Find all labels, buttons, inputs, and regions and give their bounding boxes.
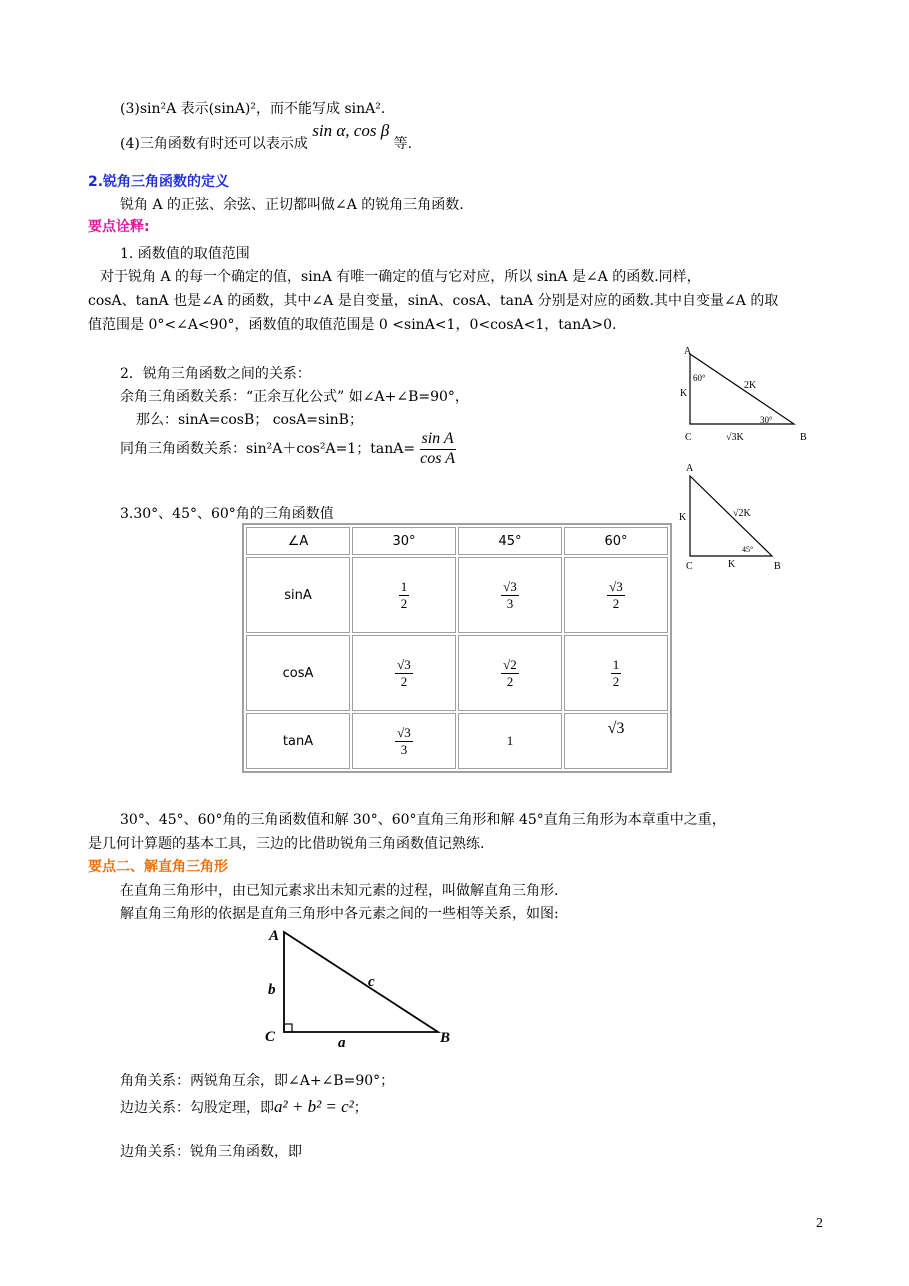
tri1-label-b: B — [800, 432, 807, 443]
section-2-heading: 2.锐角三角函数的定义 — [88, 174, 230, 190]
relation-side — [120, 1097, 368, 1117]
sin60-value: $\frac{√3}{2}$ — [609, 578, 623, 611]
note-item-4 — [120, 121, 413, 153]
summary-line1: 30°、45°、60°角的三角函数值和解 30°、60°直角三角形和解 45°直角三角形为本章重中之重， — [120, 812, 726, 828]
key-points-heading: 要点诠释: — [88, 219, 150, 235]
tri3-label-c: C — [265, 1029, 276, 1045]
row-label: sinA — [246, 557, 350, 633]
tri1-label-c: C — [685, 432, 692, 443]
special-angle-table — [242, 523, 672, 773]
page-number: 2 — [816, 1216, 823, 1231]
tri3-label-a: A — [269, 928, 280, 944]
table-header-30: 30° — [352, 527, 456, 555]
sin45-value: $\frac{√3}{3}$ — [503, 578, 517, 611]
tri2-label-c: C — [686, 561, 693, 572]
table-header-angle: ∠A — [246, 527, 350, 555]
cos45-value: $\frac{√2}{2}$ — [503, 656, 517, 689]
section-two-p1: 在直角三角形中，由已知元素求出未知元素的过程，叫做解直角三角形. — [120, 883, 559, 899]
subheading-range: 1. 函数值的取值范围 — [120, 246, 250, 262]
tri3-label-b: B — [440, 1030, 451, 1046]
tri2-side-ac: K — [679, 512, 687, 523]
table-row-sin — [246, 557, 668, 633]
para-range-line2: cosA、tanA 也是∠A 的函数，其中∠A 是自变量，sinA、cosA、tanA 分别是对应的函数.其中自变量∠A 的取 — [88, 293, 779, 309]
tan45-value: 1 — [458, 713, 562, 769]
relation-side-suffix: ； — [353, 1100, 368, 1116]
tri3-side-c: c — [368, 974, 375, 990]
cofunction-then: 那么：sinA=cosB； cosA=sinB； — [136, 412, 363, 428]
tri1-angle-b: 30° — [760, 415, 773, 425]
tri1-label-a: A — [684, 346, 692, 357]
same-angle-prefix: 同角三角函数关系：sin²A＋cos²A=1；tanA= — [120, 441, 416, 458]
table-header-60: 60° — [564, 527, 668, 555]
tri2-label-b: B — [774, 561, 781, 572]
tan-denominator: cos A — [420, 449, 455, 467]
tri3-side-a: a — [338, 1035, 346, 1051]
table-row-cos — [246, 635, 668, 711]
note-item-4-math: sin α, cos β — [312, 121, 390, 140]
para-range-line3: 值范围是 0°<∠A<90°，函数值的取值范围是 0 <sinA<1，0<cosA<1，tanA>0. — [88, 317, 617, 333]
note-item-4-suffix: 等. — [393, 136, 413, 152]
subheading-special-values: 3.30°、45°、60°角的三角函数值 — [120, 506, 334, 522]
relation-side-angle: 边角关系：锐角三角函数，即 — [120, 1144, 302, 1160]
tan60-value: √3 — [564, 713, 668, 769]
tan30-value: $\frac{√3}{3}$ — [397, 724, 411, 757]
subheading-relations: 2．锐角三角函数之间的关系： — [120, 366, 311, 382]
para-range-line1: 对于锐角 A 的每一个确定的值，sinA 有唯一确定的值与它对应，所以 sinA 是∠A 的函数.同样， — [100, 269, 701, 285]
tri1-angle-a: 60° — [693, 373, 706, 383]
table-header-45: 45° — [458, 527, 562, 555]
section-two-heading: 要点二、解直角三角形 — [88, 859, 228, 875]
row-label: cosA — [246, 635, 350, 711]
tri1-side-ab: 2K — [744, 380, 757, 391]
note-item-4-prefix: (4)三角函数有时还可以表示成 — [120, 136, 308, 152]
relation-side-prefix: 边边关系：勾股定理，即 — [120, 1100, 274, 1116]
tan-numerator: sin A — [420, 431, 456, 450]
note-item-3: (3)sin²A 表示(sinA)²，而不能写成 sinA². — [120, 101, 386, 117]
tri2-side-cb: K — [728, 559, 736, 570]
relation-angle: 角角关系：两锐角互余，即∠A+∠B=90°； — [120, 1073, 395, 1089]
tri3-side-b: b — [268, 982, 276, 998]
tan-fraction — [420, 431, 456, 468]
triangle-30-60-diagram — [676, 344, 811, 444]
tri2-angle-b: 45° — [742, 545, 754, 554]
row-label: tanA — [246, 713, 350, 769]
cos60-value: $\frac{1}{2}$ — [612, 656, 620, 689]
section-two-p2: 解直角三角形的依据是直角三角形中各元素之间的一些相等关系，如图: — [120, 906, 559, 922]
same-angle-relation — [120, 431, 456, 468]
section-2-text: 锐角 A 的正弦、余弦、正切都叫做∠A 的锐角三角函数. — [120, 197, 464, 213]
pythagorean-formula: a² + b² = c² — [274, 1097, 354, 1116]
right-triangle-diagram — [262, 922, 462, 1052]
tri1-side-cb: √3K — [726, 432, 744, 443]
tri1-side-ac: K — [680, 388, 688, 399]
cofunction-relation: 余角三角函数关系：“正余互化公式” 如∠A+∠B=90°， — [120, 389, 469, 405]
tri2-side-ab: √2K — [733, 508, 751, 519]
triangle-45-diagram — [676, 460, 811, 575]
table-row-tan — [246, 713, 668, 769]
tri2-label-a: A — [686, 463, 694, 474]
cos30-value: $\frac{√3}{2}$ — [397, 656, 411, 689]
summary-line2: 是几何计算题的基本工具，三边的比借助锐角三角函数值记熟练. — [88, 836, 485, 852]
sin30-value: $\frac{1}{2}$ — [400, 578, 408, 611]
